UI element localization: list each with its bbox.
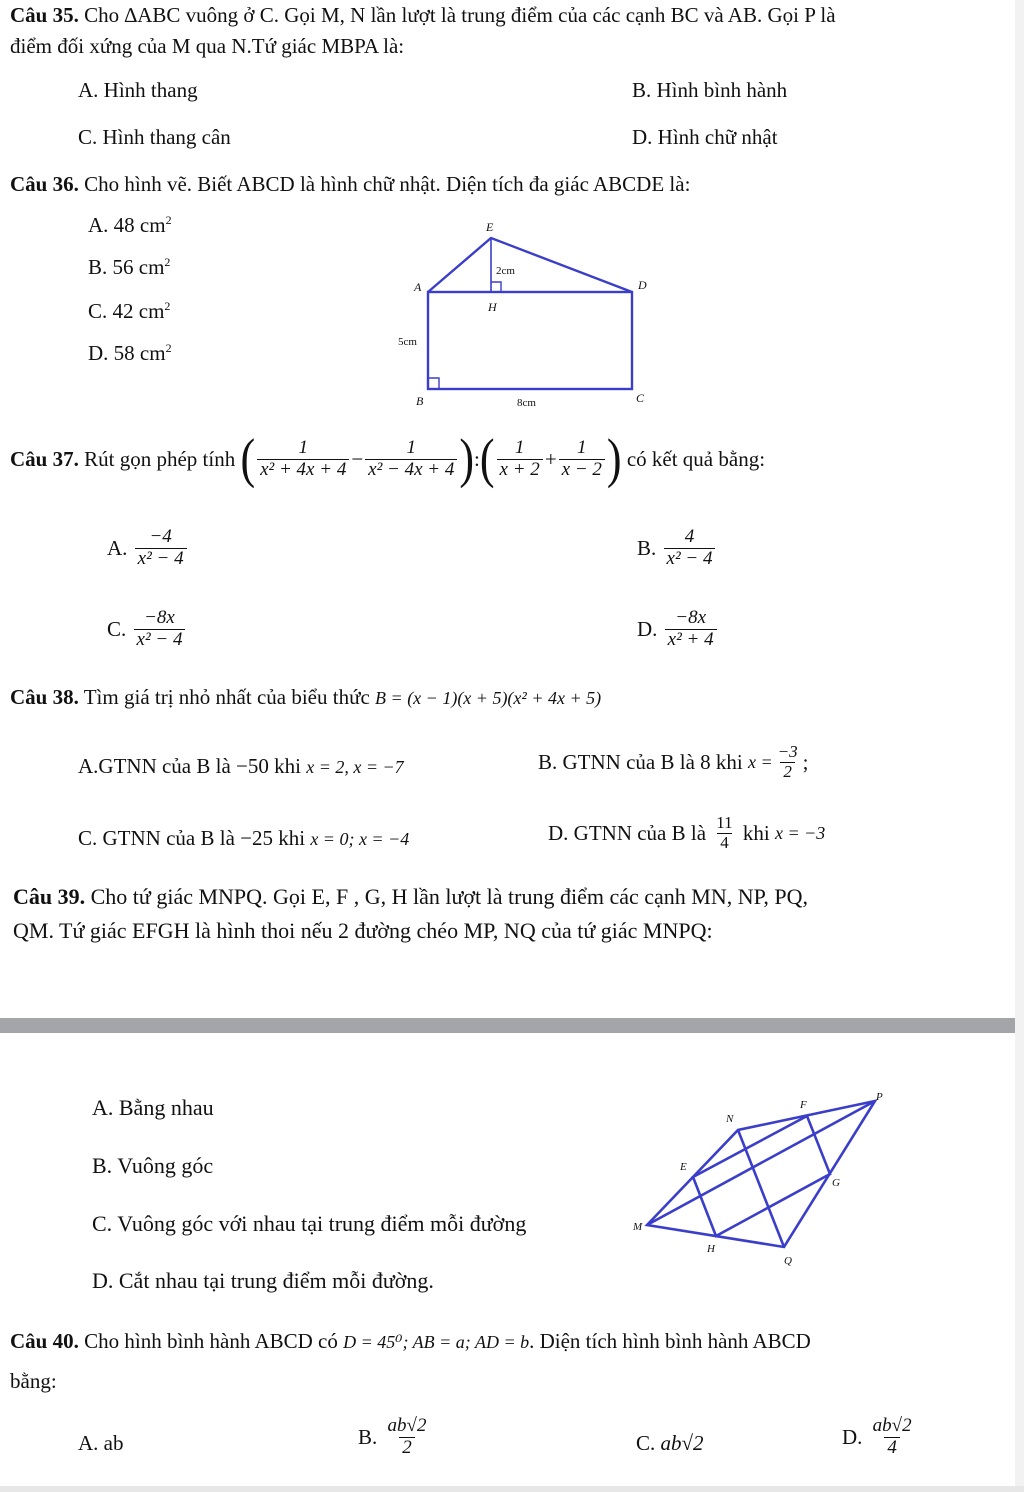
page-divider: [0, 1018, 1015, 1033]
q37-frac-2: $\frac{1}{\text{x² − 4x + 4}}$: [365, 438, 457, 481]
q36-question: Câu 36. Cho hình vẽ. Biết ABCD là hình chữ nhật. Diện tích đa giác ABCDE là:: [10, 172, 691, 196]
q36-option-d[interactable]: D. 58 $cm^2$: [88, 341, 172, 365]
label-h: H: [488, 300, 497, 314]
label-2cm: 2cm: [496, 265, 515, 277]
q39-line1: Câu 39. Cho tứ giác MNPQ. Gọi E, F , G, H lần lượt là trung điểm các cạnh MN, NP, PQ,: [13, 884, 809, 909]
q39-option-b[interactable]: B. Vuông góc: [92, 1153, 214, 1178]
q39-option-a[interactable]: A. Bằng nhau: [92, 1095, 214, 1120]
quadrilateral-mnpq: [647, 1101, 875, 1247]
label-e: E: [680, 1161, 687, 1173]
q40-option-c[interactable]: C. ab√2: [636, 1431, 704, 1455]
quadrilateral-figure: [620, 1080, 900, 1280]
q35-line1: Câu 35. Cho ∆ABC vuông ở C. Gọi M, N lần lượt là trung điểm của các cạnh BC và AB. Gọi P là: [10, 3, 836, 27]
label-f: F: [800, 1099, 807, 1111]
right-page-edge: [1015, 0, 1024, 1492]
q35-option-d[interactable]: D. Hình chữ nhật: [632, 125, 778, 149]
q38-option-b[interactable]: B. GTNN của B là 8 khi x = $\frac{-3}{2}$ ;: [538, 742, 809, 781]
q35-option-a[interactable]: A. Hình thang: [78, 78, 198, 102]
q36-option-a[interactable]: A. 48 $cm^2$: [88, 213, 172, 237]
q40-option-d[interactable]: D. $\frac{ab√2}{4}$: [842, 1415, 912, 1458]
q35-option-b[interactable]: B. Hình bình hành: [632, 78, 788, 102]
q37-question: Câu 37. Rút gọn phép tính ( $\frac{1}{\text{x² + 4x + 4}}$ − $\frac{1}{\text{x² − 4x + 4}}$ ) : ( $\frac{1}{x + 2}$ + $\frac{1}{x - 2}$ ) có kết quả bằng:: [10, 427, 766, 489]
roof-edge: [428, 238, 632, 292]
q38-option-c[interactable]: C. GTNN của B là −25 khi x = 0; x = −4: [78, 826, 410, 850]
q40-option-b[interactable]: B. $\frac{ab√2}{2}$: [358, 1415, 427, 1458]
q38-option-d[interactable]: D. GTNN của B là $\frac{11}{4}$ khi x = −3: [548, 813, 826, 852]
q39-line2: QM. Tứ giác EFGH là hình thoi nếu 2 đường chéo MP, NQ của tứ giác MNPQ:: [13, 918, 713, 943]
label-b: B: [416, 394, 424, 408]
q38-option-a[interactable]: A.GTNN của B là −50 khi x = 2, x = −7: [78, 754, 404, 778]
right-angle-b: [428, 378, 439, 389]
q36-option-b[interactable]: B. 56 $cm^2$: [88, 255, 171, 279]
q37-frac-4: $\frac{1}{x - 2}$: [559, 438, 605, 481]
label-m: M: [633, 1221, 643, 1233]
q40-question: Câu 40. Cho hình bình hành ABCD có D = 45⁰; AB = a; AD = b. Diện tích hình bình hành ABCD: [10, 1329, 811, 1353]
label-c: C: [636, 391, 645, 405]
pentagon-figure: [380, 215, 670, 415]
label-n: N: [726, 1113, 734, 1125]
bottom-page-edge: [0, 1486, 1024, 1492]
q39-option-c[interactable]: C. Vuông góc với nhau tại trung điểm mỗi đường: [92, 1211, 527, 1236]
label-p: P: [876, 1091, 883, 1103]
q35-option-c[interactable]: C. Hình thang cân: [78, 125, 231, 149]
q37-option-b[interactable]: B. $\frac{4}{\text{x² − 4}}$: [637, 527, 717, 570]
label-d: D: [638, 278, 647, 292]
q37-frac-1: $\frac{1}{\text{x² + 4x + 4}}$: [257, 438, 349, 481]
rectangle-abcd: [428, 292, 632, 389]
diagonal-nq: [738, 1130, 784, 1247]
label-h: H: [707, 1243, 715, 1255]
label-8cm: 8cm: [517, 397, 536, 409]
label-g: G: [832, 1177, 840, 1189]
label-a: A: [414, 280, 422, 294]
q36-option-c[interactable]: C. 42 $cm^2$: [88, 299, 171, 323]
q37-frac-3: $\frac{1}{x + 2}$: [497, 438, 543, 481]
label-5cm: 5cm: [398, 336, 417, 348]
quadrilateral-efgh: [693, 1116, 830, 1236]
q40-line2: bằng:: [10, 1369, 57, 1393]
q39-option-d[interactable]: D. Cắt nhau tại trung điểm mỗi đường.: [92, 1268, 434, 1293]
q35-line2: điểm đối xứng của M qua N.Tứ giác MBPA là:: [10, 34, 405, 58]
q37-option-d[interactable]: D. $\frac{-8x}{\text{x² + 4}}$: [637, 608, 719, 651]
q40-option-a[interactable]: A. ab: [78, 1431, 124, 1455]
right-angle-h: [491, 282, 501, 292]
label-q: Q: [784, 1255, 792, 1267]
q38-question: Câu 38. Tìm giá trị nhỏ nhất của biểu thức B = (x − 1)(x + 5)(x² + 4x + 5): [10, 685, 602, 709]
q37-option-c[interactable]: C. $\frac{-8x}{\text{x² − 4}}$: [107, 608, 187, 651]
q37-option-a[interactable]: A. $\frac{-4}{\text{x² − 4}}$: [107, 527, 189, 570]
label-e: E: [486, 220, 494, 234]
